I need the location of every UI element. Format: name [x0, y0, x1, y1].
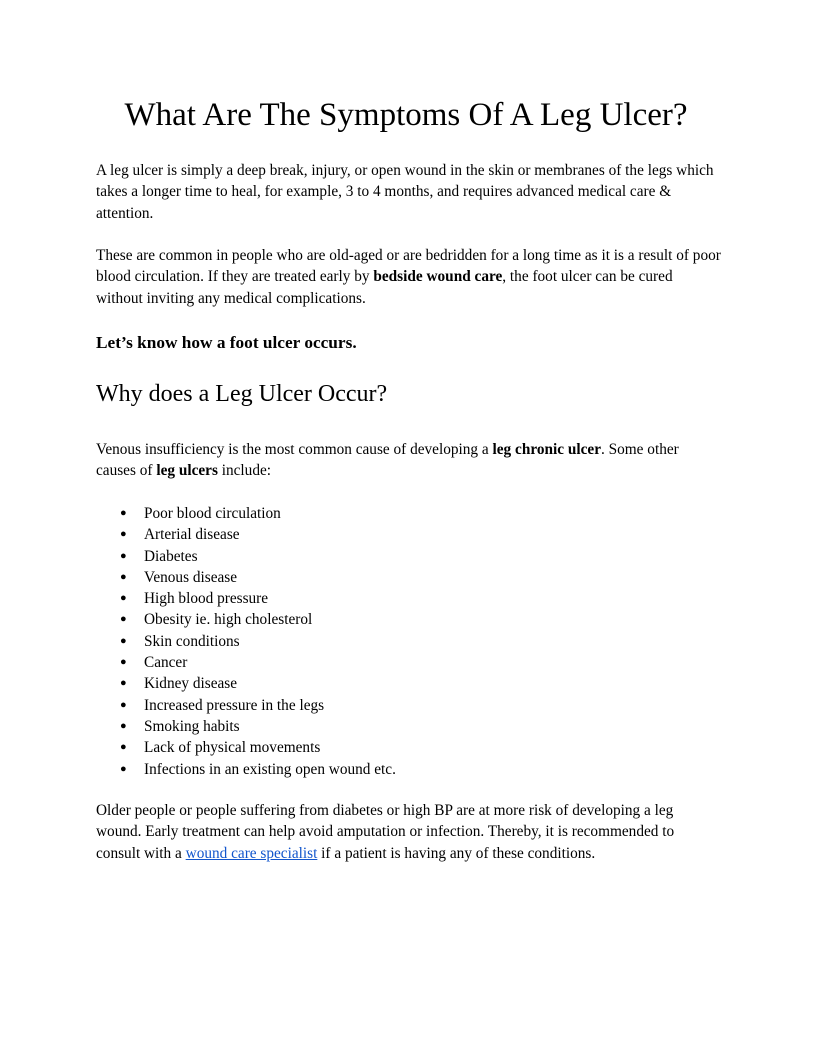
- list-item-label: Smoking habits: [144, 717, 240, 735]
- section-heading: Why does a Leg Ulcer Occur?: [96, 381, 388, 407]
- bullet-icon: ●: [120, 719, 127, 732]
- causes-intro-paragraph: [96, 439, 722, 482]
- list-item-label: Increased pressure in the legs: [144, 696, 325, 714]
- bullet-icon: ●: [120, 592, 127, 605]
- callout-text: Let’s know how a foot ulcer occurs.: [96, 333, 357, 352]
- leg-chronic-ulcer-bold: leg chronic ulcer: [492, 441, 601, 458]
- list-item: [96, 588, 396, 609]
- bullet-icon: ●: [120, 741, 127, 754]
- list-item-label: Skin conditions: [144, 632, 240, 650]
- causes-intro-text-mid: . Some other causes of: [96, 441, 679, 480]
- list-item-label: Diabetes: [144, 547, 198, 565]
- bullet-icon: ●: [120, 698, 127, 711]
- list-item: [96, 503, 396, 524]
- conclusion-text-end: if a patient is having any of these conditions.: [317, 844, 596, 862]
- causes-intro-text: Venous insufficiency is the most common cause of developing a: [96, 441, 493, 458]
- causes-list: [96, 503, 396, 780]
- list-item: [96, 652, 396, 673]
- causes-intro-text-end: include:: [217, 462, 272, 480]
- bedside-wound-care-bold: bedside wound care: [373, 268, 503, 286]
- list-item: [96, 631, 396, 652]
- list-item: [96, 524, 396, 545]
- list-item: [96, 737, 396, 758]
- page-title: What Are The Symptoms Of A Leg Ulcer?: [124, 97, 688, 133]
- list-item-label: Infections in an existing open wound etc.: [144, 760, 396, 778]
- intro-paragraph: A leg ulcer is simply a deep break, injury, or open wound in the skin or membranes of the legs which takes a longer time to heal, for example, 3 to 4 months, and requires advanced medical care & attention.: [96, 162, 714, 222]
- list-item-label: High blood pressure: [144, 590, 269, 608]
- bullet-icon: ●: [120, 570, 127, 583]
- list-item: [96, 609, 396, 630]
- list-item: [96, 695, 396, 716]
- conclusion-text: Older people or people suffering from diabetes or high BP are at more risk of developing a leg wound. Early treatment can help avoid amputation or infection. Thereby, it is recommended to consult with a: [96, 802, 675, 862]
- list-item-label: Poor blood circulation: [144, 505, 281, 522]
- list-item-label: Obesity ie. high cholesterol: [144, 611, 313, 629]
- list-item-label: Cancer: [144, 654, 188, 672]
- bullet-icon: ●: [120, 528, 127, 541]
- list-item-label: Kidney disease: [144, 675, 238, 693]
- list-item: [96, 673, 396, 694]
- bullet-icon: ●: [120, 507, 127, 519]
- list-item-label: Venous disease: [144, 568, 238, 586]
- list-item: [96, 546, 396, 567]
- list-item: [96, 716, 396, 737]
- bullet-icon: ●: [120, 549, 127, 562]
- leg-ulcers-bold: leg ulcers: [156, 462, 218, 480]
- bullet-icon: ●: [120, 762, 127, 775]
- care-paragraph-text: These are common in people who are old-aged or are bedridden for a long time as it is a result of poor blood circulation. If they are treated early by: [96, 247, 721, 286]
- list-item-label: Lack of physical movements: [144, 739, 321, 757]
- wound-care-specialist-link[interactable]: wound care specialist: [185, 844, 318, 862]
- bullet-icon: ●: [120, 634, 127, 647]
- list-item-label: Arterial disease: [144, 526, 240, 544]
- list-item: [96, 759, 396, 780]
- bullet-icon: ●: [120, 677, 127, 690]
- care-paragraph: [96, 245, 722, 309]
- bullet-icon: ●: [120, 613, 127, 626]
- care-paragraph-text-end: , the foot ulcer can be cured without inviting any medical complications.: [96, 268, 673, 307]
- bullet-icon: ●: [120, 656, 127, 669]
- conclusion-paragraph: [96, 800, 722, 864]
- list-item: [96, 567, 396, 588]
